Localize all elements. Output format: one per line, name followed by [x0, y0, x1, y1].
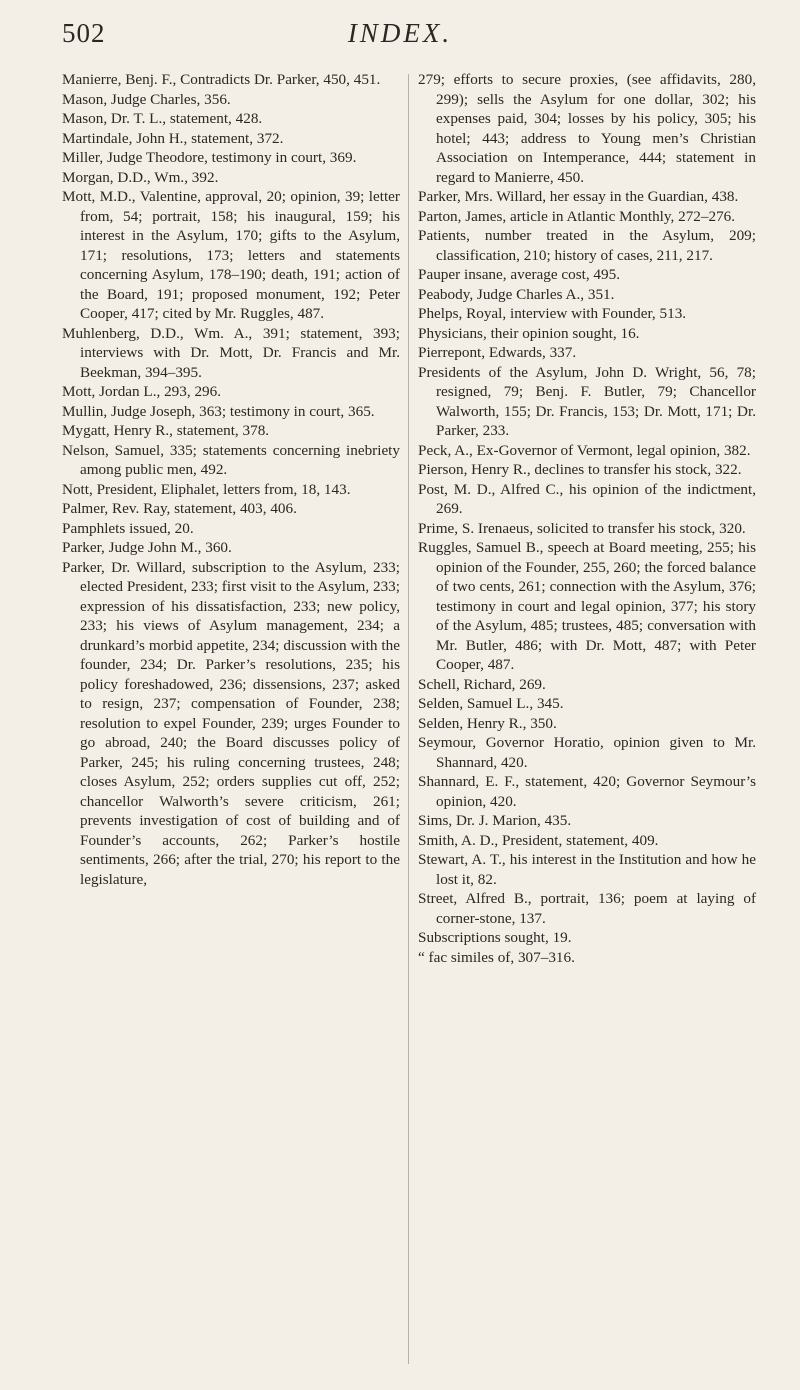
- index-entry: Palmer, Rev. Ray, statement, 403, 406.: [62, 500, 297, 517]
- column-divider: [408, 74, 409, 1364]
- index-entry: Miller, Judge Theodore, testimony in court, 369.: [62, 149, 357, 166]
- index-entry: Schell, Richard, 269.: [418, 675, 546, 693]
- index-entry: Nott, President, Eliphalet, letters from, 18, 143.: [62, 480, 351, 498]
- index-entry: Parker, Mrs. Willard, her essay in the Guardian, 438.: [418, 188, 739, 205]
- index-entry: Selden, Henry R., 350.: [418, 714, 557, 732]
- page-number: 502: [62, 18, 106, 48]
- index-entry: 279; efforts to secure proxies, (see affidavits, 280, 299); sells the Asylum for one dollar, 302; his expenses paid, 304; losses by his policy, 305; his hotel; 443; address to Young men’s Christian Association on Intemperance, 444; statement in regard to Manierre, 450.: [418, 71, 756, 186]
- index-entry: Ruggles, Samuel B., speech at Board meeting, 255; his opinion of the Founder, 255, 260; the forced balance of two cents, 261; connection with the Asylum, 376; testimony in court and legal opinion, 377; his story of the Asylum, 485; trustees, 485; conversation with Mr. Butler, 486; with Dr. Mott, 487; with Peter Cooper, 487.: [418, 539, 756, 673]
- index-entry: Presidents of the Asylum, John D. Wright, 56, 78; resigned, 79; Benj. F. Butler, 79; Chancellor Walworth, 155; Dr. Francis, 153; Dr. Mott, 171; Dr. Parker, 233.: [418, 363, 756, 439]
- index-entry: Parker, Dr. Willard, subscription to the Asylum, 233; elected President, 233; first visit to the Asylum, 233; expression of his dissatisfaction, 233; new policy, 233; his views of Asylum management, 234; a drunkard’s morbid appetite, 234; discussion with the founder, 234; Dr. Parker’s resolutions, 235; his policy foreshadowed, 236; dissensions, 237; asked to resign, 237; compensation of Founder, 238; resolution to expel Founder, 239; urges Founder to go abroad, 240; the Board discusses policy of Parker, 245; his ruling concerning trustees, 248; closes Asylum, 252; orders supplies cut off, 252; chancellor Walworth’s severe criticism, 261; prevents investigation of cost of building and of Founder’s accounts, 262; Parker’s hostile sentiments, 266; after the trial, 270; his report to the legislature,: [62, 558, 400, 888]
- index-entry: Manierre, Benj. F., Contradicts Dr. Parker, 450, 451.: [62, 71, 381, 88]
- index-entry: Parton, James, article in Atlantic Monthly, 272–276.: [418, 207, 736, 225]
- index-entry: Mott, Jordan L., 293, 296.: [62, 383, 222, 400]
- index-entry: Mullin, Judge Joseph, 363; testimony in court, 365.: [62, 402, 375, 420]
- index-entry: Pierson, Henry R., declines to transfer his stock, 322.: [418, 461, 742, 478]
- index-entry: Selden, Samuel L., 345.: [418, 695, 564, 712]
- index-entry: Mott, M.D., Valentine, approval, 20; opinion, 39; letter from, 54; portrait, 158; his inaugural, 159; his interest in the Asylum, 170; gifts to the Asylum, 171; resolutions, 173; letters and statements concerning Asylum, 178–190; death, 191; action of the Board, 191; proposed monument, 192; Peter Cooper, 417; cited by Mr. Ruggles, 487.: [62, 188, 400, 322]
- index-entry: Pierrepont, Edwards, 337.: [418, 344, 577, 361]
- index-entry: Mygatt, Henry R., statement, 378.: [62, 422, 270, 439]
- index-entry: Smith, A. D., President, statement, 409.: [418, 831, 659, 849]
- page-header: [0, 18, 800, 58]
- index-entry: Martindale, John H., statement, 372.: [62, 129, 284, 147]
- index-entry: Peck, A., Ex-Governor of Vermont, legal opinion, 382.: [418, 441, 751, 459]
- index-entry: Muhlenberg, D.D., Wm. A., 391; statement, 393; interviews with Dr. Mott, Dr. Francis and Mr. Beekman, 394–395.: [62, 324, 400, 381]
- index-entry: Pamphlets issued, 20.: [62, 519, 194, 537]
- index-entry: Parker, Judge John M., 360.: [62, 539, 232, 556]
- index-entry: Seymour, Governor Horatio, opinion given to Mr. Shannard, 420.: [418, 734, 756, 771]
- index-columns: [62, 70, 756, 1370]
- index-entry: Shannard, E. F., statement, 420; Governor Seymour’s opinion, 420.: [418, 773, 756, 810]
- index-entry: Physicians, their opinion sought, 16.: [418, 324, 640, 342]
- index-entry: Nelson, Samuel, 335; statements concerning inebriety among public men, 492.: [62, 441, 400, 478]
- index-entry: Prime, S. Irenaeus, solicited to transfer his stock, 320.: [418, 519, 746, 537]
- index-entry: Stewart, A. T., his interest in the Institution and how he lost it, 82.: [418, 851, 756, 888]
- index-entry: Patients, number treated in the Asylum, 209; classification, 210; history of cases, 211, 217.: [418, 227, 756, 264]
- index-entry: Mason, Judge Charles, 356.: [62, 90, 231, 108]
- right-column: [418, 70, 756, 967]
- index-entry: Peabody, Judge Charles A., 351.: [418, 285, 615, 303]
- index-entry: Post, M. D., Alfred C., his opinion of the indictment, 269.: [418, 480, 756, 517]
- index-entry: Mason, Dr. T. L., statement, 428.: [62, 110, 263, 127]
- index-entry: Pauper insane, average cost, 495.: [418, 266, 621, 283]
- left-column: [62, 70, 400, 889]
- index-entry: Morgan, D.D., Wm., 392.: [62, 168, 219, 186]
- index-entry: Phelps, Royal, interview with Founder, 513.: [418, 305, 687, 322]
- index-entry: Street, Alfred B., portrait, 136; poem at laying of corner-stone, 137.: [418, 890, 756, 927]
- index-entry: “ fac similes of, 307–316.: [418, 948, 575, 966]
- running-head: INDEX.: [347, 18, 453, 48]
- index-entry: Sims, Dr. J. Marion, 435.: [418, 812, 572, 829]
- index-entry: Subscriptions sought, 19.: [418, 929, 572, 946]
